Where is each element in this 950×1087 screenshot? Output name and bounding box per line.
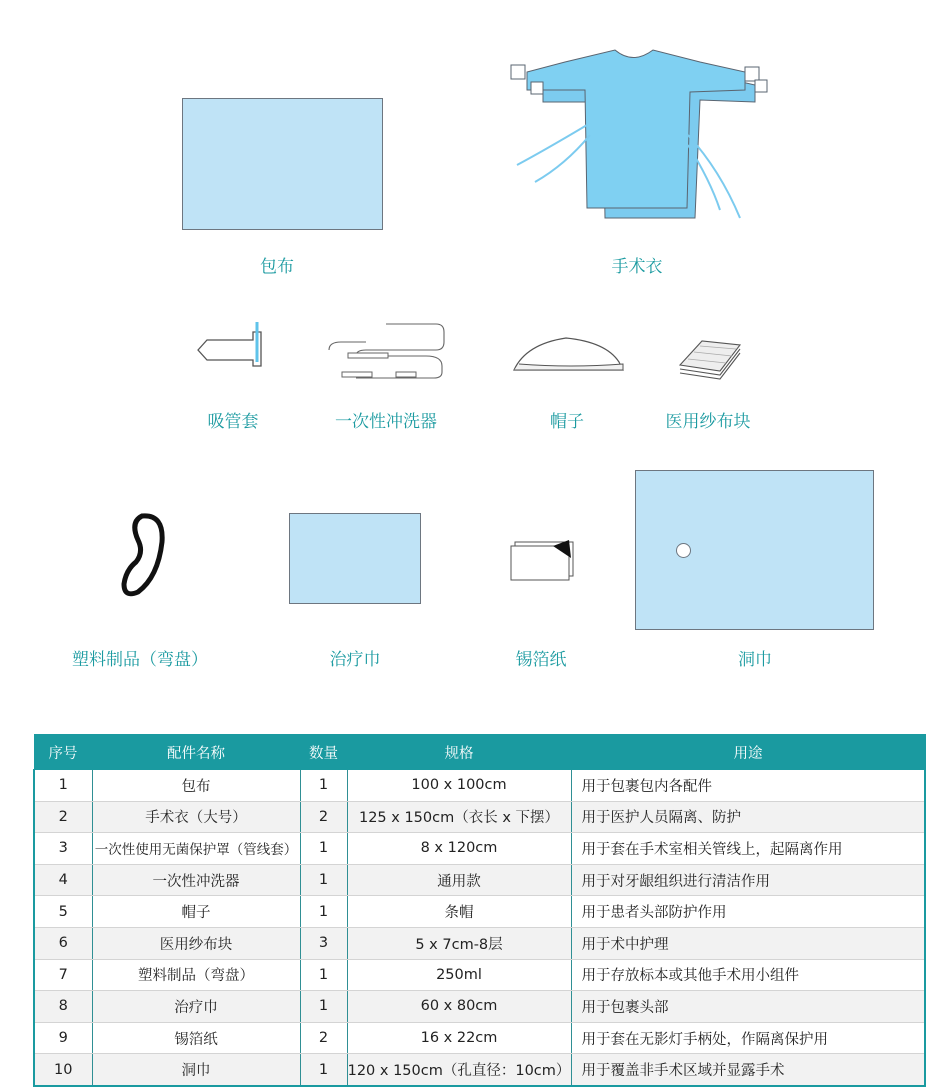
- cell-index: 7: [34, 959, 92, 991]
- cell-quantity: 1: [300, 991, 347, 1023]
- cell-name: 帽子: [92, 896, 300, 928]
- cell-name: 手术衣（大号）: [92, 801, 300, 833]
- table-row: [34, 959, 925, 991]
- cell-name: 洞巾: [92, 1054, 300, 1086]
- cell-usage: 用于包裹头部: [571, 991, 925, 1023]
- table-row: [34, 770, 925, 802]
- kidney-dish-image: [120, 512, 170, 597]
- table-row: [34, 1054, 925, 1086]
- cell-usage: 用于包裹包内各配件: [571, 770, 925, 802]
- kidney-dish-label: 塑料制品（弯盘）: [72, 650, 208, 670]
- cell-usage: 用于覆盖非手术区域并显露手术: [571, 1054, 925, 1086]
- foil-paper-label: 锡箔纸: [515, 650, 567, 670]
- cell-usage: 用于套在手术室相关管线上，起隔离作用: [571, 833, 925, 865]
- col-header-usage: 用途: [571, 735, 925, 770]
- cell-index: 3: [34, 833, 92, 865]
- cell-quantity: 1: [300, 959, 347, 991]
- tube-sleeve-label: 吸管套: [207, 412, 259, 432]
- cell-quantity: 1: [300, 1054, 347, 1086]
- cell-name: 一次性使用无菌保护罩（管线套）: [92, 833, 300, 865]
- surgical-gown-image: [505, 40, 775, 230]
- cell-name: 医用纱布块: [92, 927, 300, 959]
- cell-usage: 用于套在无影灯手柄处，作隔离保护用: [571, 1022, 925, 1054]
- cell-usage: 用于医护人员隔离、防护: [571, 801, 925, 833]
- table-row: [34, 896, 925, 928]
- cell-name: 包布: [92, 770, 300, 802]
- cell-index: 8: [34, 991, 92, 1023]
- irrigator-image: [326, 322, 446, 382]
- table-row: [34, 864, 925, 896]
- table-row: [34, 833, 925, 865]
- hole-towel-image: [635, 470, 874, 630]
- cell-index: 9: [34, 1022, 92, 1054]
- cell-quantity: 1: [300, 896, 347, 928]
- cell-quantity: 1: [300, 864, 347, 896]
- col-header-quantity: 数量: [300, 735, 347, 770]
- wrap-cloth-label: 包布: [260, 257, 294, 277]
- cell-name: 塑料制品（弯盘）: [92, 959, 300, 991]
- cell-quantity: 1: [300, 833, 347, 865]
- cell-spec: 120 x 150cm（孔直径：10cm）: [347, 1054, 571, 1086]
- cell-usage: 用于患者头部防护作用: [571, 896, 925, 928]
- towel-hole: [676, 543, 691, 558]
- gauze-label: 医用纱布块: [665, 412, 751, 432]
- cell-spec: 通用款: [347, 864, 571, 896]
- wrap-cloth-image: [182, 98, 383, 230]
- cell-spec: 8 x 120cm: [347, 833, 571, 865]
- col-header-index: 序号: [34, 735, 92, 770]
- cell-index: 10: [34, 1054, 92, 1086]
- cell-quantity: 1: [300, 770, 347, 802]
- cell-spec: 100 x 100cm: [347, 770, 571, 802]
- cell-spec: 125 x 150cm（衣长 x 下摆）: [347, 801, 571, 833]
- cell-quantity: 3: [300, 927, 347, 959]
- cell-usage: 用于术中护理: [571, 927, 925, 959]
- table-row: [34, 927, 925, 959]
- table-row: [34, 801, 925, 833]
- cell-quantity: 2: [300, 801, 347, 833]
- cell-usage: 用于存放标本或其他手术用小组件: [571, 959, 925, 991]
- table-row: [34, 1022, 925, 1054]
- surgical-gown-label: 手术衣: [611, 257, 663, 277]
- cell-spec: 条帽: [347, 896, 571, 928]
- col-header-spec: 规格: [347, 735, 571, 770]
- accessory-table: [33, 734, 926, 1087]
- irrigator-label: 一次性冲洗器: [335, 412, 437, 432]
- cell-name: 治疗巾: [92, 991, 300, 1023]
- table-row: [34, 991, 925, 1023]
- treatment-towel-label: 治疗巾: [329, 650, 381, 670]
- cell-index: 5: [34, 896, 92, 928]
- tube-sleeve-image: [195, 322, 275, 372]
- cell-index: 1: [34, 770, 92, 802]
- cell-usage: 用于对牙龈组织进行清洁作用: [571, 864, 925, 896]
- cell-name: 一次性冲洗器: [92, 864, 300, 896]
- cell-quantity: 2: [300, 1022, 347, 1054]
- foil-paper-image: [509, 538, 579, 583]
- cell-spec: 60 x 80cm: [347, 991, 571, 1023]
- cap-image: [511, 334, 626, 374]
- table-header-row: [34, 735, 925, 770]
- cell-index: 6: [34, 927, 92, 959]
- cell-spec: 5 x 7cm-8层: [347, 927, 571, 959]
- hole-towel-label: 洞巾: [738, 650, 772, 670]
- treatment-towel-image: [289, 513, 421, 604]
- gauze-image: [676, 335, 746, 380]
- cell-spec: 250ml: [347, 959, 571, 991]
- cell-index: 2: [34, 801, 92, 833]
- cell-name: 锡箔纸: [92, 1022, 300, 1054]
- col-header-name: 配件名称: [92, 735, 300, 770]
- cell-spec: 16 x 22cm: [347, 1022, 571, 1054]
- cell-index: 4: [34, 864, 92, 896]
- cap-label: 帽子: [550, 412, 584, 432]
